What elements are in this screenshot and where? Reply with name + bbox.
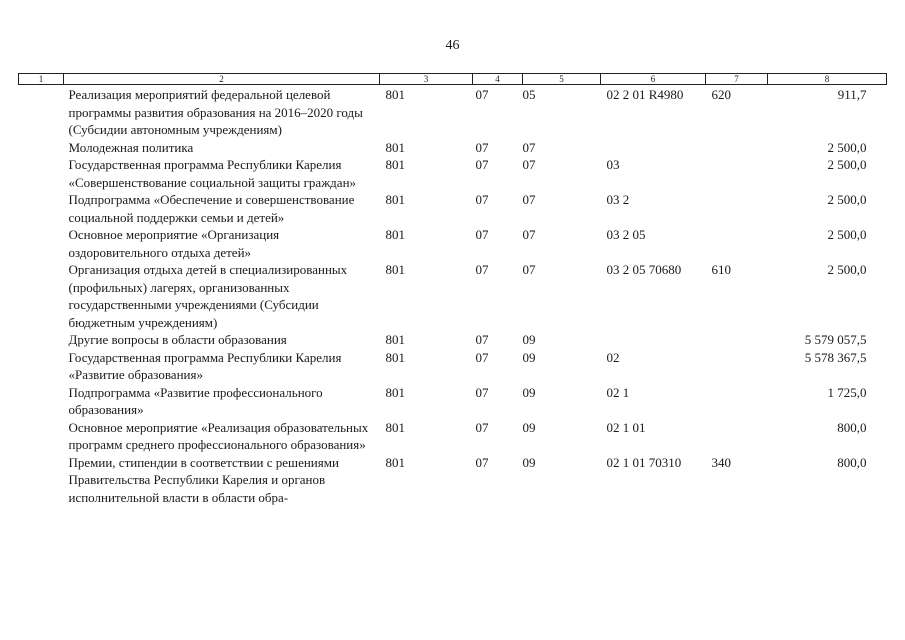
row-amount: 5 578 367,5	[804, 349, 867, 365]
table-row	[19, 191, 887, 226]
row-ministry-code: 801	[385, 419, 405, 435]
row-target-article: 03 2 05 70680	[606, 262, 682, 277]
column-header-8: 8	[768, 74, 887, 85]
row-expense-type	[706, 226, 768, 261]
row-target-article: 02 1	[606, 384, 630, 400]
row-name: Государственная программа Республики Карелия «Развитие образования»	[68, 349, 342, 382]
table-row	[19, 261, 887, 331]
row-section-code: 07	[475, 384, 489, 400]
column-number-header	[19, 74, 887, 85]
row-target-article: 02 2 01 R4980	[606, 87, 684, 102]
row-name: Основное мероприятие «Организация оздоровительного отдыха детей»	[68, 227, 280, 260]
row-ministry-code: 801	[385, 227, 405, 242]
row-expense-type	[706, 349, 768, 384]
column-header-7: 7	[706, 74, 768, 85]
row-ministry-code: 801	[385, 262, 405, 277]
row-amount: 911,7	[837, 87, 867, 102]
table-row	[19, 226, 887, 261]
row-subsection-code: 07	[522, 262, 536, 277]
row-expense-type	[706, 156, 768, 191]
row-subsection-code: 07	[522, 139, 536, 155]
table-row	[19, 139, 887, 157]
row-target-article: 02 1 01 70310	[606, 454, 682, 470]
table-row	[19, 156, 887, 191]
column-header-3: 3	[380, 74, 473, 85]
column-header-4: 4	[473, 74, 523, 85]
row-expense-type: 620	[711, 87, 731, 102]
row-ministry-code: 801	[385, 349, 405, 365]
table-row	[19, 331, 887, 349]
row-target-article: 03	[606, 157, 620, 172]
row-amount: 2 500,0	[827, 227, 867, 242]
row-section-code: 07	[475, 349, 489, 365]
row-target-article: 02	[606, 349, 620, 365]
row-amount: 800,0	[837, 419, 867, 435]
row-target-article: 03 2 05	[606, 227, 646, 242]
row-subsection-code: 07	[522, 192, 536, 207]
row-name: Молодежная политика	[68, 139, 194, 155]
table-row	[19, 419, 887, 454]
row-subsection-code: 07	[522, 227, 536, 242]
column-header-5: 5	[523, 74, 601, 85]
row-ministry-code: 801	[385, 384, 405, 400]
row-target-article: 03 2	[606, 192, 630, 207]
row-target-article	[601, 331, 706, 349]
row-expense-type: 340	[711, 454, 731, 470]
row-name: Подпрограмма «Обеспечение и совершенствование социальной поддержки семьи и детей»	[68, 192, 355, 225]
row-target-article	[601, 139, 706, 157]
row-subsection-code: 09	[522, 332, 536, 347]
row-name: Другие вопросы в области образования	[68, 332, 287, 347]
row-name: Организация отдыха детей в специализированных (профильных) лагерях, организованных государственными учреждениями (Субсидии бюджетным учреждениям)	[68, 262, 348, 330]
row-section-code: 07	[475, 192, 489, 207]
row-section-code: 07	[475, 87, 489, 102]
budget-table	[18, 73, 887, 506]
row-amount: 2 500,0	[827, 139, 867, 155]
row-name: Реализация мероприятий федеральной целевой программы развития образования на 2016–2020 годы (Субсидии автономным учреждениям)	[68, 87, 363, 137]
row-section-code: 07	[475, 139, 489, 155]
row-section-code: 07	[475, 262, 489, 277]
row-subsection-code: 09	[522, 419, 536, 435]
row-ministry-code: 801	[385, 332, 405, 347]
row-subsection-code: 09	[522, 349, 536, 365]
column-header-2: 2	[64, 74, 380, 85]
row-amount: 2 500,0	[827, 192, 867, 207]
row-name: Основное мероприятие «Реализация образовательных программ среднего профессионального образования»	[68, 419, 369, 452]
row-expense-type	[706, 384, 768, 419]
row-ministry-code: 801	[385, 139, 405, 155]
row-expense-type	[706, 191, 768, 226]
column-header-1: 1	[19, 74, 64, 85]
row-amount: 5 579 057,5	[804, 332, 867, 347]
row-name: Государственная программа Республики Карелия «Совершенствование социальной защиты граждан»	[68, 157, 357, 190]
row-section-code: 07	[475, 332, 489, 347]
row-section-code: 07	[475, 227, 489, 242]
row-ministry-code: 801	[385, 192, 405, 207]
row-amount: 1 725,0	[827, 384, 867, 400]
row-expense-type	[706, 331, 768, 349]
row-ministry-code: 801	[385, 454, 405, 470]
table-row	[19, 384, 887, 419]
row-section-code: 07	[475, 454, 489, 470]
row-expense-type: 610	[711, 262, 731, 277]
row-expense-type	[706, 419, 768, 454]
row-section-code: 07	[475, 419, 489, 435]
row-target-article: 02 1 01	[606, 419, 646, 435]
row-subsection-code: 09	[522, 384, 536, 400]
row-subsection-code: 05	[522, 87, 536, 102]
row-amount: 2 500,0	[827, 262, 867, 277]
column-header-6: 6	[601, 74, 706, 85]
row-ministry-code: 801	[385, 87, 405, 102]
row-section-code: 07	[475, 157, 489, 172]
table-row	[19, 454, 887, 507]
row-expense-type	[706, 139, 768, 157]
table-row	[19, 349, 887, 384]
row-name: Премии, стипендии в соответствии с решениями Правительства Республики Карелия и органов исполнительной власти в области обра-	[68, 454, 339, 505]
row-amount: 800,0	[837, 454, 867, 470]
row-subsection-code: 07	[522, 157, 536, 172]
row-subsection-code: 09	[522, 454, 536, 470]
row-ministry-code: 801	[385, 157, 405, 172]
table-row	[19, 85, 887, 139]
row-amount: 2 500,0	[827, 157, 867, 172]
row-name: Подпрограмма «Развитие профессионального образования»	[68, 384, 323, 417]
page-number: 46	[445, 38, 460, 53]
